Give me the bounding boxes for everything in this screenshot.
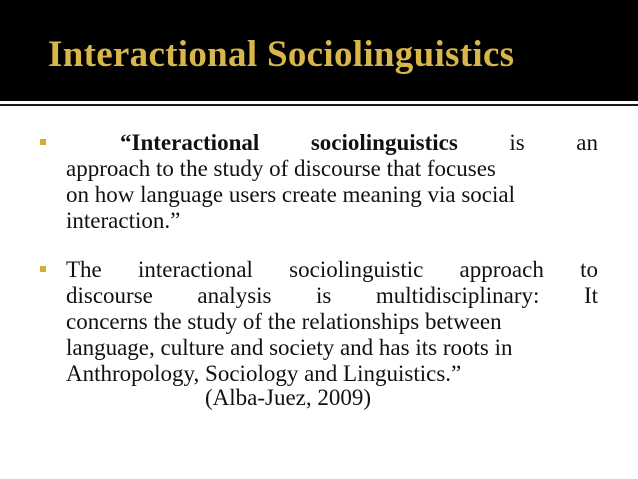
bullet-1-line-3: on how language users create meaning via social xyxy=(66,182,515,207)
word: to xyxy=(580,257,598,282)
bullet-2-line-1 xyxy=(66,257,598,283)
bullet-1-line-4: interaction.” xyxy=(66,208,181,233)
word: interactional xyxy=(137,257,253,282)
word: is xyxy=(316,283,332,308)
word: an xyxy=(576,130,598,155)
square-bullet-icon xyxy=(40,266,46,272)
quote-term-sociolinguistics: sociolinguistics xyxy=(310,130,458,155)
word: is xyxy=(509,130,525,155)
bullet-paragraph-1 xyxy=(66,130,598,234)
citation: (Alba-Juez, 2009) xyxy=(205,385,372,410)
bullet-2-line-3: concerns the study of the relationships between xyxy=(66,309,502,334)
title-divider-line xyxy=(0,104,638,106)
word: It xyxy=(583,283,598,308)
word: The xyxy=(66,257,102,282)
word: multidisciplinary: xyxy=(375,283,540,308)
square-bullet-icon xyxy=(40,139,46,145)
bullet-1-line-1 xyxy=(66,130,598,156)
bullet-paragraph-2 xyxy=(66,257,598,387)
word: analysis xyxy=(197,283,272,308)
bullet-1-line-2: approach to the study of discourse that focuses xyxy=(66,156,496,181)
bullet-2-line-2 xyxy=(66,283,598,309)
word: sociolinguistic xyxy=(289,257,424,282)
quote-term-interactional: “Interactional xyxy=(120,130,260,155)
word: discourse xyxy=(66,283,153,308)
bullet-2-line-4: language, culture and society and has its roots in xyxy=(66,335,513,360)
word: approach xyxy=(459,257,544,282)
bullet-2-line-5: Anthropology, Sociology and Linguistics.” xyxy=(66,361,462,386)
slide-title: Interactional Sociolinguistics xyxy=(48,34,515,75)
